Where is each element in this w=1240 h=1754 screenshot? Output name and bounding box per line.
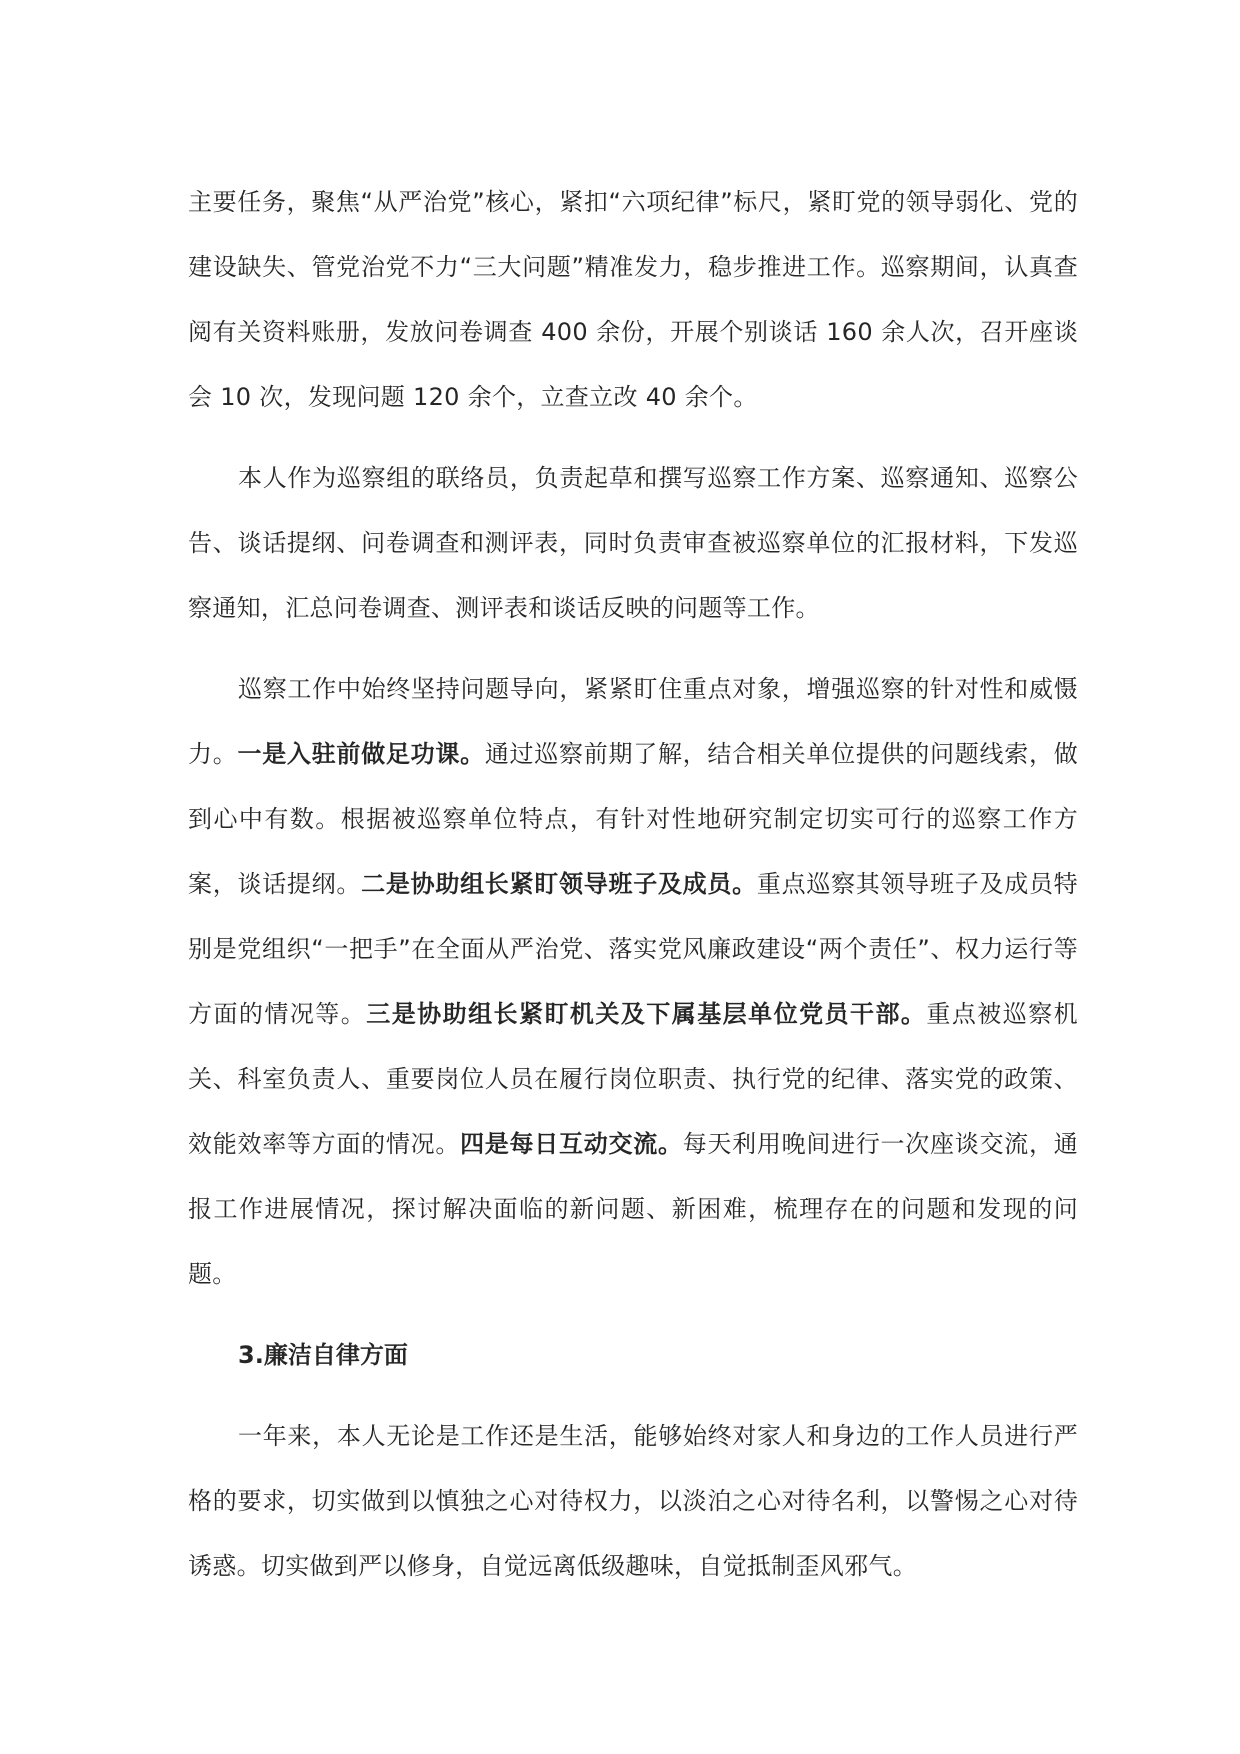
point-three-text: 重点被巡察机关、科室负责人、重要岗位人员在履行岗位职责、执行党的纪律、落实党的政策、效能效率等方面的情况。 bbox=[188, 1000, 1078, 1158]
point-three-bold: 三是协助组长紧盯机关及下属基层单位党员干部。 bbox=[366, 1000, 927, 1028]
point-four-bold: 四是每日互动交流。 bbox=[460, 1130, 683, 1158]
paragraph-liaison-role: 本人作为巡察组的联络员，负责起草和撰写巡察工作方案、巡察通知、巡察公告、谈话提纲、问卷调查和测评表，同时负责审查被巡察单位的汇报材料，下发巡察通知，汇总问卷调查、测评表和谈话反映的问题等工作。 bbox=[188, 464, 1078, 622]
paragraph-integrity: 一年来，本人无论是工作还是生活，能够始终对家人和身边的工作人员进行严格的要求，切实做到以慎独之心对待权力，以淡泊之心对待名利，以警惕之心对待诱惑。切实做到严以修身，自觉远离低级趣味，自觉抵制歪风邪气。 bbox=[188, 1422, 1078, 1580]
paragraph-main-tasks: 主要任务，聚焦“从严治党”核心，紧扣“六项纪律”标尺，紧盯党的领导弱化、党的建设缺失、管党治党不力“三大问题”精准发力，稳步推进工作。巡察期间，认真查阅有关资料账册，发放问卷调查 400 余份，开展个别谈话 160 余人次，召开座谈会 10 次，发现问题 120 余个，立查立改 40 余个。 bbox=[188, 188, 1078, 411]
point-two-text: 重点巡察其领导班子及成员特别是党组织“一把手”在全面从严治党、落实党风廉政建设“两个责任”、权力运行等方面的情况等。 bbox=[188, 870, 1078, 1028]
document-page bbox=[188, 170, 1078, 1615]
point-one-text: 通过巡察前期了解，结合相关单位提供的问题线索，做到心中有数。根据被巡察单位特点，有针对性地研究制定切实可行的巡察工作方案，谈话提纲。 bbox=[188, 740, 1078, 898]
point-four-text: 每天利用晚间进行一次座谈交流，通报工作进展情况，探讨解决面临的新问题、新困难，梳理存在的问题和发现的问题。 bbox=[188, 1130, 1078, 1288]
section-heading-integrity: 3.廉洁自律方面 bbox=[238, 1341, 408, 1369]
paragraph-inspection-work bbox=[188, 657, 1078, 1307]
paragraph-intro-text: 巡察工作中始终坚持问题导向，紧紧盯住重点对象，增强巡察的针对性和威慑力。 bbox=[188, 675, 1078, 768]
point-two-bold: 二是协助组长紧盯领导班子及成员。 bbox=[361, 870, 757, 898]
point-one-bold: 一是入驻前做足功课。 bbox=[237, 740, 485, 768]
